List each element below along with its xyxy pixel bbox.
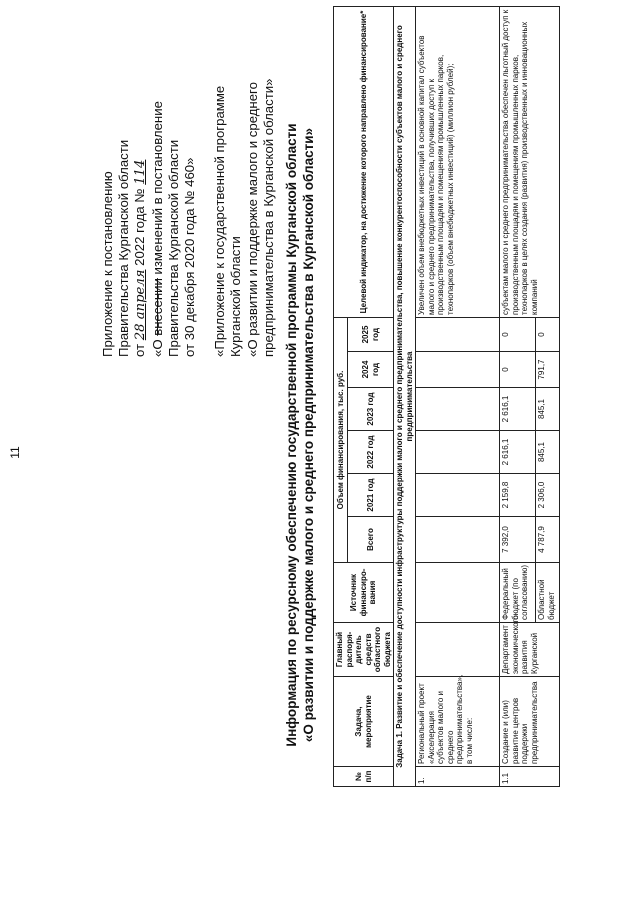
- annex-date-line: [132, 12, 149, 357]
- handwritten-date: 28 апреля: [133, 269, 149, 341]
- empty-cell: [416, 431, 500, 474]
- cell-2021: 2 159,8: [500, 474, 536, 517]
- cell-total: 4 787,9: [536, 517, 560, 563]
- handwritten-number: 114: [133, 159, 149, 185]
- row-indicator: субъектам малого и среднего предпринимательства обеспечен льготный доступ к производственным площадям и помещениям промышленных парков, технопарков в целях создания (развития) производственных и инновационных компаний: [500, 7, 560, 318]
- annex-line: [150, 12, 166, 357]
- header-2021: 2021 год: [348, 474, 394, 517]
- header-2025: 2025 год: [348, 318, 394, 352]
- annex-line3-prefix: от: [132, 343, 148, 357]
- cell-2025: 0: [500, 318, 536, 352]
- header-indicator: Целевой индикатор, на достижение которого направлено финансирование*: [334, 7, 394, 318]
- header-2022: 2022 год: [348, 431, 394, 474]
- empty-cell: [416, 474, 500, 517]
- annex-line4-struck: внесении: [149, 278, 165, 336]
- row-manager: Департамент экономического развития Курганской: [500, 623, 560, 677]
- annex-line: «Приложение к государственной программе: [212, 85, 228, 357]
- cell-2023: 845,1: [536, 388, 560, 431]
- row-task: Региональный проект «Акселерация субъектов малого и среднего предпринимательства», в том числе:: [416, 677, 500, 767]
- cell-2021: 2 306,0: [536, 474, 560, 517]
- cell-2022: 2 616,1: [500, 431, 536, 474]
- funding-table: [333, 6, 560, 787]
- annex-line: «О развитии и поддержке малого и среднего: [244, 82, 260, 357]
- cell-2024: 791,7: [536, 352, 560, 388]
- header-manager: Главный распоря-дитель средств областного бюджета: [334, 623, 394, 677]
- cell-2022: 845,1: [536, 431, 560, 474]
- annex-line: Правительства Курганской области: [116, 139, 132, 357]
- row-num: 1.1: [500, 767, 560, 787]
- empty-cell: [416, 563, 500, 623]
- section-task-1: Задача 1. Развитие и обеспечение доступности инфраструктуры поддержки малого и среднего предпринимательства, повышение конкурентоспособности субъектов малого и среднего предпринимательства: [394, 7, 416, 787]
- header-funding-group: Объем финансирования, тыс. руб.: [334, 318, 348, 563]
- title-line: Информация по ресурсному обеспечению государственной программы Курганской области: [284, 123, 299, 747]
- row-task: Создание и (или) развитие центров поддержки предпринимательства: [500, 677, 560, 767]
- annex-line: Курганской области: [228, 236, 244, 357]
- row-num: 1.: [416, 767, 500, 787]
- header-num: № п/п: [334, 767, 394, 787]
- header-total: Всего: [348, 517, 394, 563]
- empty-cell: [416, 318, 500, 352]
- header-2024: 2024 год: [348, 352, 394, 388]
- page-number: 11: [8, 446, 22, 459]
- empty-cell: [416, 623, 500, 677]
- annex-line: предпринимательства в Курганской области»: [260, 78, 276, 357]
- row-indicator: Увеличен объем внебюджетных инвестиций в основной капитал субъектов малого и среднего предпринимательства, получивших доступ к производственным площадям и помещениям промышленных парков, технопарков (объем внебюджетных инвестиций) (миллион рублей);: [416, 7, 500, 318]
- header-2023: 2023 год: [348, 388, 394, 431]
- header-source: Источник финансиро-вания: [334, 563, 394, 623]
- document-title: [283, 85, 317, 785]
- empty-cell: [416, 388, 500, 431]
- row-source: Областной бюджет: [536, 563, 560, 623]
- title-line: «О развитии и поддержке малого и среднего предпринимательства в Курганской области»: [301, 127, 316, 743]
- annex-line: Приложение к постановлению: [100, 171, 115, 357]
- header-task: Задача, мероприятие: [334, 677, 394, 767]
- annex-line3-mid: 2022 года №: [132, 188, 148, 266]
- cell-total: 7 392,0: [500, 517, 536, 563]
- cell-2023: 2 616,1: [500, 388, 536, 431]
- row-source: Федеральный бюджет (по согласованию): [500, 563, 536, 623]
- annex-line: Правительства Курганской области: [165, 139, 181, 357]
- annex-line4-prefix: «О: [149, 335, 165, 357]
- empty-cell: [416, 517, 500, 563]
- cell-2024: 0: [500, 352, 536, 388]
- cell-2025: 0: [536, 318, 560, 352]
- empty-cell: [416, 352, 500, 388]
- annex-line4-rest: изменений в постановление: [149, 101, 165, 279]
- resolution-annex-block: [100, 12, 277, 357]
- annex-line: от 30 декабря 2020 года № 460»: [182, 157, 198, 357]
